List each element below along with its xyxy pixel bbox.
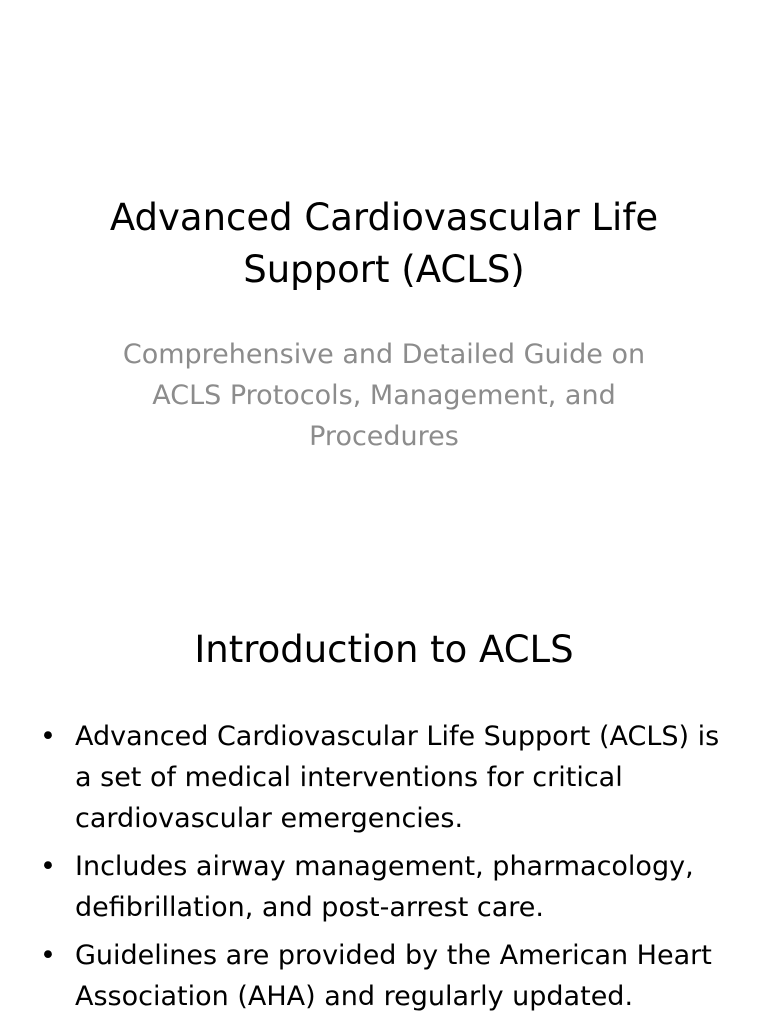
section-title: Introduction to ACLS bbox=[194, 628, 574, 671]
list-item bbox=[40, 716, 740, 839]
bullet-text: Includes airway management, pharmacology, defibrillation, and post-arrest care. bbox=[75, 851, 694, 923]
slide-subtitle: Comprehensive and Detailed Guide on ACLS Protocols, Management, and Procedures bbox=[122, 339, 646, 452]
list-item bbox=[40, 846, 740, 928]
bullet-icon: • bbox=[40, 721, 56, 752]
bullet-text: Advanced Cardiovascular Life Support (ACLS) is a set of medical interventions for critical cardiovascular emergencies. bbox=[75, 721, 720, 834]
list-item bbox=[40, 935, 740, 1017]
slide-title: Advanced Cardiovascular Life Support (ACLS) bbox=[109, 196, 659, 291]
bullet-icon: • bbox=[40, 940, 56, 971]
bullet-icon: • bbox=[40, 851, 56, 882]
bullet-text: Guidelines are provided by the American Heart Association (AHA) and regularly updated. bbox=[75, 940, 712, 1012]
bullet-list bbox=[40, 716, 740, 1024]
